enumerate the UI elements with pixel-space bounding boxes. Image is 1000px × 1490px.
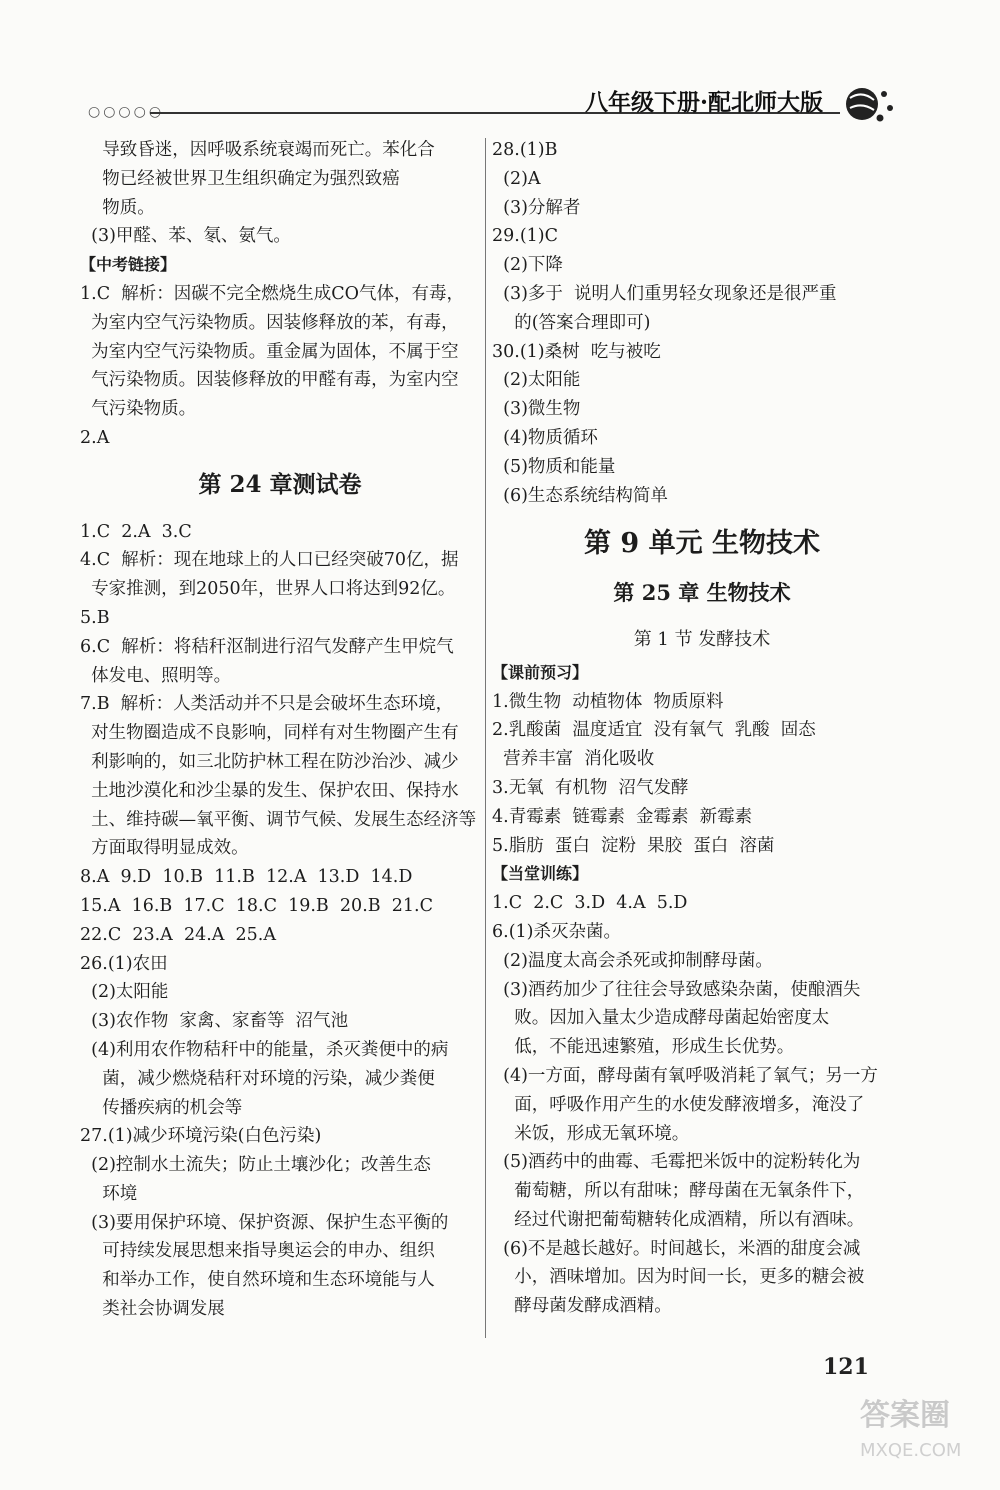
answer-line: (3)微生物 [492, 399, 581, 420]
answer-line: 1.C 2.C 3.D 4.A 5.D [492, 893, 688, 914]
answer-line: 28.(1)B [492, 140, 558, 160]
answer-line: 经过代谢把葡萄糖转化成酒精，所以有酒味。 [492, 1209, 865, 1230]
answer-line: 26.(1)农田 [80, 953, 168, 974]
answer-line: (2)太阳能 [492, 370, 581, 391]
answer-line: 专家推测，到2050年，世界人口将达到92亿。 [80, 579, 456, 600]
page-header [0, 0, 1000, 130]
answer-line: 29.(1)C [492, 226, 559, 247]
page-number: 121 [823, 1354, 869, 1380]
answer-line: 物已经被世界卫生组织确定为强烈致癌 [80, 168, 400, 189]
answer-line: 2.A [80, 427, 110, 448]
section-tag-preview: 【课前预习】 [492, 662, 589, 682]
answer-line: 环境 [80, 1183, 138, 1204]
answer-line: (6)不是越长越好。时间越长，米酒的甜度会减 [492, 1238, 861, 1259]
left-block-c [80, 518, 480, 1324]
answer-line: (2)A [492, 168, 541, 189]
answer-line: 27.(1)减少环境污染(白色污染) [80, 1126, 322, 1147]
answer-line: 为室内空气污染物质。因装修释放的苯，有毒， [80, 312, 459, 333]
left-block-b [80, 280, 480, 453]
watermark-url: MXQE.COM [860, 1440, 962, 1461]
answer-line: 和举办工作，使自然环境和生态环境能与人 [80, 1270, 435, 1291]
answer-line: 可持续发展思想来指导奥运会的申办、组织 [80, 1241, 435, 1262]
answer-line: 5.脂肪 蛋白 淀粉 果胶 蛋白 溶菌 [492, 835, 775, 856]
answer-line: 面，呼吸作用产生的水使发酵液增多，淹没了 [492, 1094, 865, 1115]
answer-line: 低，不能迅速繁殖，形成生长优势。 [492, 1037, 795, 1058]
answer-line: 体发电、照明等。 [80, 665, 232, 686]
section-1-title: 第 1 节 发酵技术 [633, 628, 771, 650]
answer-line: 的(答案合理即可) [492, 312, 651, 333]
chapter-25-title: 第 25 章 生物技术 [613, 580, 791, 606]
answer-line: 22.C 23.A 24.A 25.A [80, 924, 277, 945]
left-column [80, 136, 480, 1324]
answer-line: 15.A 16.B 17.C 18.C 19.B 20.B 21.C [80, 895, 433, 916]
answer-line: (5)物质和能量 [492, 456, 616, 477]
answer-line: 小，酒味增加。因为时间一长，更多的糖会被 [492, 1267, 865, 1288]
answer-line: 气污染物质。因装修释放的甲醛有毒，为室内空 [80, 370, 459, 391]
answer-line: (5)酒药中的曲霉、毛霉把米饭中的淀粉转化为 [492, 1152, 861, 1173]
answer-line: 导致昏迷，因呼吸系统衰竭而死亡。苯化合 [80, 140, 435, 160]
answer-line: 6.C 解析：将秸秆沤制进行沼气发酵产生甲烷气 [80, 636, 454, 657]
answer-line: 7.B 解析：人类活动并不只是会破坏生态环境， [80, 694, 454, 715]
answer-line: 土地沙漠化和沙尘暴的发生、保护农田、保持水 [80, 780, 459, 801]
answer-line: (2)温度太高会杀死或抑制酵母菌。 [492, 950, 773, 971]
answer-line: (3)酒药加少了往往会导致感染杂菌，使酿酒失 [492, 979, 861, 1000]
answer-line: (2)控制水土流失；防止土壤沙化；改善生态 [80, 1155, 431, 1176]
answer-line: 物质。 [80, 197, 155, 218]
answer-line: 对生物圈造成不良影响，同样有对生物圈产生有 [80, 723, 459, 744]
right-block-b [492, 688, 912, 861]
right-block-a [492, 136, 912, 510]
answer-line: (4)利用农作物秸秆中的能量，杀灭粪便中的病 [80, 1039, 449, 1060]
answer-line: (6)生态系统结构简单 [492, 485, 668, 506]
answer-line: 为室内空气污染物质。重金属为固体，不属于空 [80, 341, 459, 362]
answer-line: 营养丰富 消化吸收 [492, 749, 655, 770]
answer-line: 土、维持碳—氧平衡、调节气候、发展生态经济等 [80, 809, 477, 830]
answer-line: (4)一方面，酵母菌有氧呼吸消耗了氧气；另一方 [492, 1065, 878, 1086]
answer-line: (4)物质循环 [492, 427, 598, 448]
header-globe-icon [838, 78, 908, 128]
answer-line: 气污染物质。 [80, 399, 197, 420]
answer-line: 1.C 2.A 3.C [80, 521, 192, 542]
answer-line: 4.C 解析：现在地球上的人口已经突破70亿，据 [80, 550, 459, 571]
answer-line: 传播疾病的机会等 [80, 1097, 243, 1118]
answer-line: 酵母菌发酵成酒精。 [492, 1296, 672, 1317]
answer-line: (3)多于 说明人们重男轻女现象还是很严重 [492, 283, 837, 304]
answer-line: 菌，减少燃烧秸秆对环境的污染，减少粪便 [80, 1068, 435, 1089]
answer-line: (2)太阳能 [80, 982, 169, 1003]
answer-line: 30.(1)桑树 吃与被吃 [492, 341, 661, 362]
header-title: 八年级下册·配北师大版 [585, 89, 824, 116]
answer-line: (3)甲醛、苯、氡、氨气。 [80, 226, 291, 247]
answer-line: 米饭，形成无氧环境。 [492, 1123, 690, 1144]
section-tag-practice: 【当堂训练】 [492, 864, 589, 884]
answer-line: (3)农作物 家禽、家畜等 沼气池 [80, 1011, 349, 1032]
chapter-24-test-title: 第 24 章测试卷 [198, 470, 362, 498]
right-block-c [492, 889, 912, 1321]
answer-line: 6.(1)杀灭杂菌。 [492, 921, 621, 942]
left-block-a [80, 136, 480, 251]
answer-line: 方面取得明显成效。 [80, 838, 249, 859]
watermark-logo: 答案圈 [860, 1398, 950, 1433]
section-tag-exam-link: 【中考链接】 [80, 255, 177, 275]
unit-9-title: 第 9 单元 生物技术 [584, 528, 820, 560]
answer-line: (3)分解者 [492, 197, 581, 218]
answer-line: (2)下降 [492, 255, 563, 276]
answer-line: 1.C 解析：因碳不完全燃烧生成CO气体，有毒， [80, 283, 464, 304]
answer-line: 8.A 9.D 10.B 11.B 12.A 13.D 14.D [80, 867, 413, 888]
answer-line: 2.乳酸菌 温度适宜 没有氧气 乳酸 固态 [492, 720, 816, 741]
answer-line: 利影响的，如三北防护林工程在防沙治沙、减少 [80, 751, 459, 772]
answer-line: 败。因加入量太少造成酵母菌起始密度太 [492, 1008, 830, 1029]
answer-line: 类社会协调发展 [80, 1299, 225, 1320]
right-column [492, 136, 912, 1321]
answer-line: 5.B [80, 607, 110, 628]
answer-line: 4.青霉素 链霉素 金霉素 新霉素 [492, 806, 753, 827]
answer-line: (3)要用保护环境、保护资源、保护生态平衡的 [80, 1212, 449, 1233]
answer-line: 1.微生物 动植物体 物质原料 [492, 691, 724, 712]
header-dots: ○○○○○ [88, 104, 165, 120]
column-divider [485, 138, 486, 1338]
answer-line: 3.无氧 有机物 沼气发酵 [492, 777, 689, 798]
answer-line: 葡萄糖，所以有甜味；酵母菌在无氧条件下， [492, 1181, 865, 1202]
